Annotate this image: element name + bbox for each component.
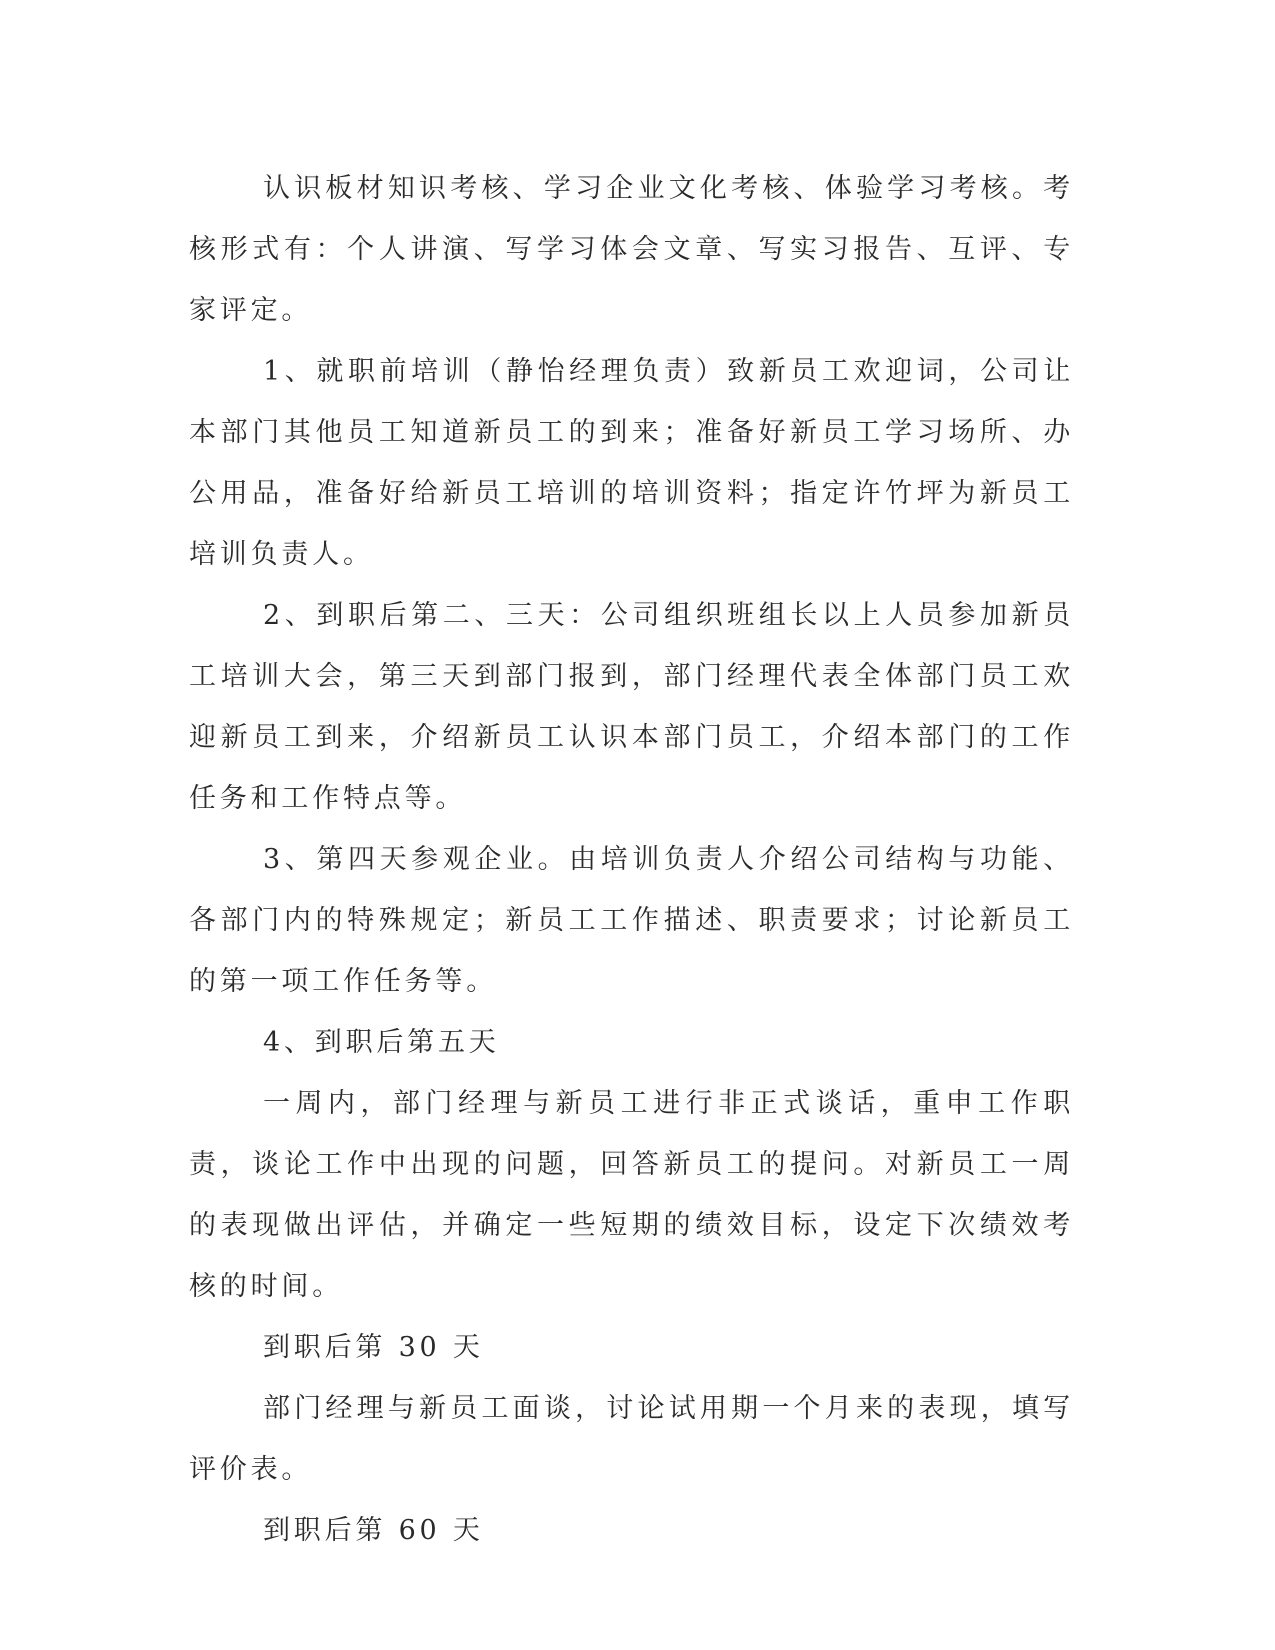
paragraph-day-two-three: 2、到职后第二、三天：公司组织班组长以上人员参加新员工培训大会，第三天到部门报到，部门经理代表全体部门员工欢迎新员工到来，介绍新员工认识本部门员工，介绍本部门的工作任务和工作特点等。 xyxy=(189,600,1074,814)
paragraph-day-five-heading: 4、到职后第五天 xyxy=(263,1027,500,1058)
paragraph-day-30-review: 部门经理与新员工面谈，讨论试用期一个月来的表现，填写评价表。 xyxy=(189,1393,1074,1485)
paragraph-day-30-heading: 到职后第 30 天 xyxy=(263,1332,484,1363)
paragraph-day-60-heading: 到职后第 60 天 xyxy=(263,1515,484,1546)
paragraph-first-week: 一周内，部门经理与新员工进行非正式谈话，重申工作职责，谈论工作中出现的问题，回答新员工的提问。对新员工一周的表现做出评估，并确定一些短期的绩效目标，设定下次绩效考核的时间。 xyxy=(189,1088,1074,1302)
document-body xyxy=(189,158,1074,1561)
paragraph-pre-employment-training: 1、就职前培训（静怡经理负责）致新员工欢迎词，公司让本部门其他员工知道新员工的到来；准备好新员工学习场所、办公用品，准备好给新员工培训的培训资料；指定许竹坪为新员工培训负责人。 xyxy=(189,356,1074,570)
paragraph-day-four: 3、第四天参观企业。由培训负责人介绍公司结构与功能、各部门内的特殊规定；新员工工作描述、职责要求；讨论新员工的第一项工作任务等。 xyxy=(189,844,1074,997)
paragraph-assessment: 认识板材知识考核、学习企业文化考核、体验学习考核。考核形式有：个人讲演、写学习体会文章、写实习报告、互评、专家评定。 xyxy=(189,173,1074,326)
